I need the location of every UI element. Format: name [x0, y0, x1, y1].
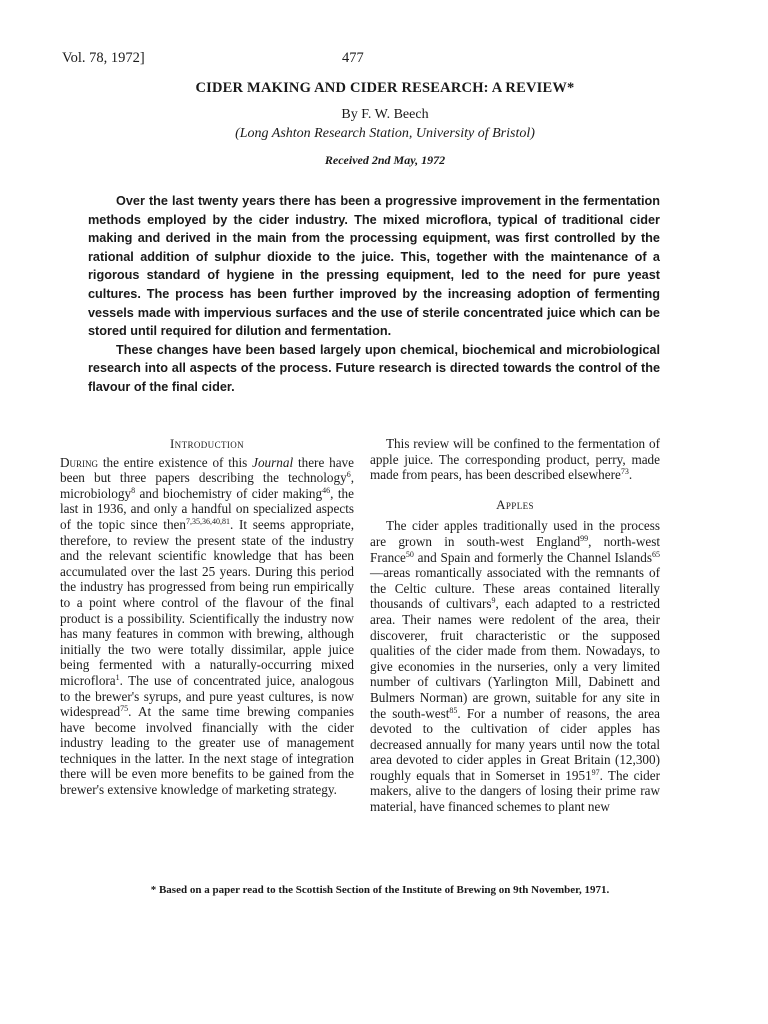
article-title: CIDER MAKING AND CIDER RESEARCH: A REVIEW* — [195, 80, 575, 96]
scope-paragraph: This review will be confined to the fermentation of apple juice. The corresponding product, perry, made made from pears, has been described elsewhere$^{73}$. — [370, 436, 660, 483]
introduction-heading: Introduction — [169, 436, 245, 451]
reference: 73 — [620, 467, 629, 477]
introduction-lead: During — [60, 454, 99, 470]
reference: 85 — [449, 705, 458, 715]
abstract-paragraph-2: These changes have been based largely upon chemical, biochemical and microbiological research into all aspects of the process. Future research is directed towards the control of the flavour of the final cider. — [88, 342, 660, 394]
reference: 75 — [120, 704, 129, 714]
reference: 8 — [131, 485, 136, 495]
reference: 46 — [322, 485, 331, 495]
apples-paragraph: The cider apples traditionally used in the process are grown in south-west England$^{99}$, north-west France$^{50}$ and Spain and formerly the Channel Islands$^{65}$—areas romantically associated with the remnants of the Celtic culture. These areas contained literally thousands of cultivars$^9$, each adapted to a restricted area. Their names were redolent of the area, their discoverer, fruit characteristic or the supposed qualities of the cider made from them. Nowadays, to give economies in the nurseries, only a very limited number of cultivars (Yarlington Mill, Dabinett and Bulmers Norman) are grown, suitable for any site in the south-west$^{85}$. For a number of reasons, the area devoted to the cultivation of cider apples has decreased annually for many years until now the total area devoted to cider apples in Great Britain (12,300) roughly equals that in Somerset in 1951$^{97}$. The cider makers, alive to the dangers of losing their prime raw material, have financed schemes to plant new — [370, 518, 660, 815]
reference: 65 — [652, 549, 660, 559]
footnote: * Based on a paper read to the Scottish Section of the Institute of Brewing on 9th November, 1971. — [150, 884, 610, 896]
right-column — [370, 436, 660, 815]
reference: 1 — [115, 672, 120, 682]
reference: 50 — [405, 549, 414, 559]
volume-label: Vol. 78, 1972] — [62, 50, 145, 66]
page-number: 477 — [342, 50, 364, 66]
journal-name: Journal — [252, 454, 294, 470]
received-date: Received 2nd May, 1972 — [324, 153, 446, 167]
abstract-paragraph-1: Over the last twenty years there has been a progressive improvement in the fermentation methods employed by the cider industry. The mixed microflora, typical of traditional cider making and derived in the main from the processing equipment, was first controlled by the rational addition of sulphur dioxide to the juice. This, together with the maintenance of a rigorous standard of hygiene in the pressing equipment, led to the need for pure yeast cultures. The process has been further improved by the increasing adoption of fermenting vessels made with impervious surfaces and the use of sterile concentrated juice which can be stored until required for dilution and fermentation. — [88, 194, 660, 339]
article-author: By F. W. Beech — [341, 107, 429, 122]
reference: 97 — [591, 767, 600, 777]
reference: 9 — [491, 596, 496, 606]
left-column — [60, 436, 354, 798]
author-affiliation: (Long Ashton Research Station, University of Bristol) — [235, 126, 535, 141]
reference: 7,35,36,40,81 — [186, 516, 231, 526]
reference: 99 — [580, 533, 589, 543]
reference: 6 — [346, 470, 351, 480]
introduction-paragraph: During the entire existence of this Journal there have been but three papers describing the technology$^6$, microbiology$^8$ and biochemistry of cider making$^{46}$, the last in 1936, and only a handful on specialized aspects of the topic since then$^{7,35,36,40,81}$. It seems appropriate, therefore, to review the present state of the industry and the relevant scientific knowledge that has been accumulated over the last 25 years. During this period the industry has progressed from being run empirically to a point where control of the flavour of the final product is a possibility. Scientifically the industry now has many features in common with brewing, although initially the two were totally dissimilar, apple juice being fermented with a naturally-occurring mixed microflora$^1$. The use of concentrated juice, analogous to the brewer's syrups, and pure yeast cultures, is now widespread$^{75}$. At the same time brewing companies have become involved financially with the cider industry leading to the greater use of management techniques in the latter. In the next stage of integration there will be even more benefits to be gained from the brewer's extensive knowledge of marketing strategy. — [60, 454, 355, 798]
abstract — [88, 192, 660, 397]
apples-heading: Apples — [496, 496, 534, 512]
